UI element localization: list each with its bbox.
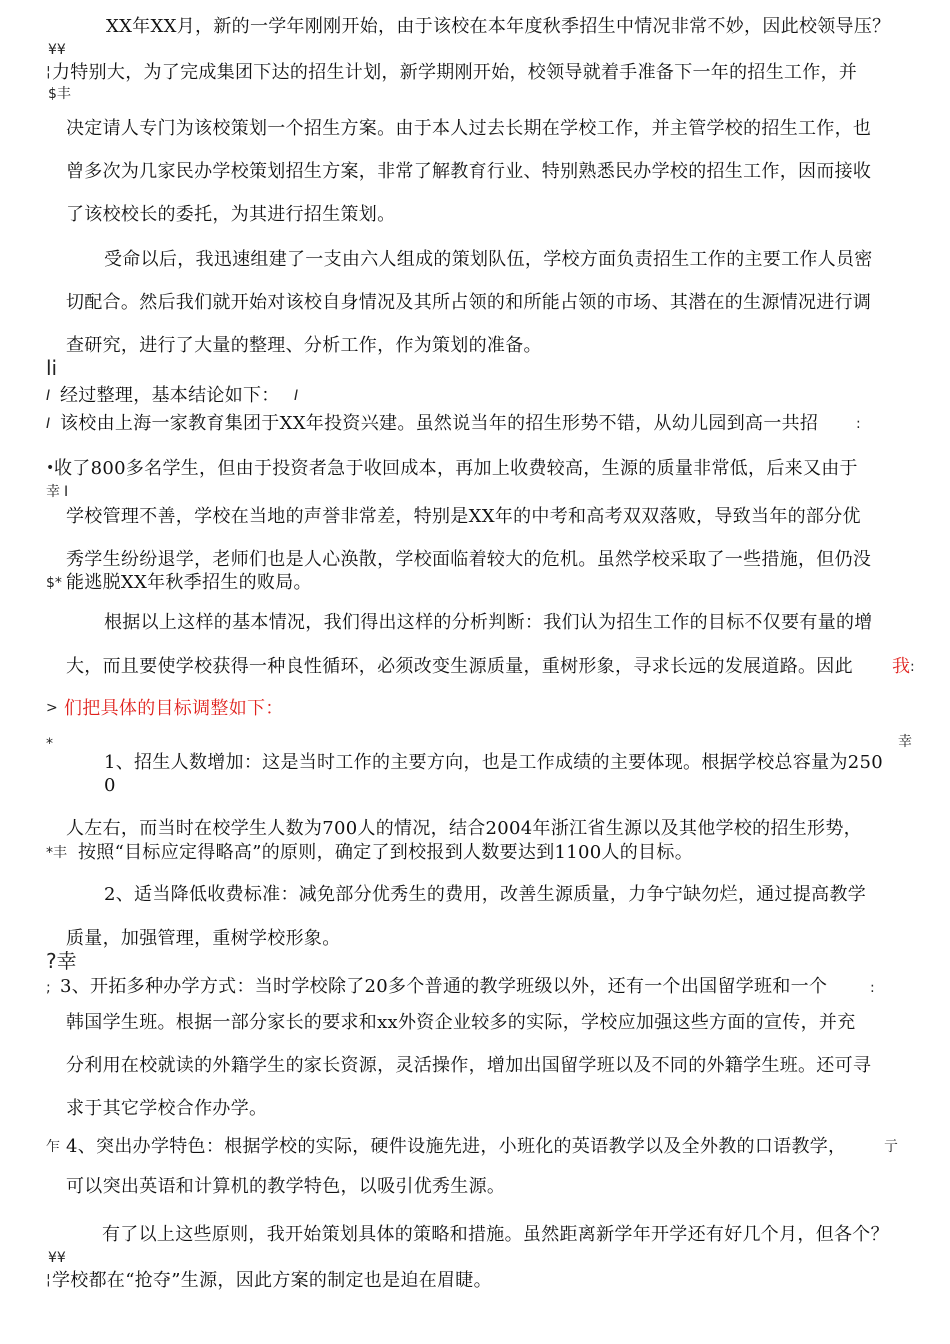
margin-mark: • bbox=[46, 460, 55, 476]
goal4-line1: 4、突出办学特色：根据学校的实际，硬件设施先进，小班化的英语教学以及全外教的口语教学， bbox=[66, 1136, 847, 1157]
goal2-line2: 质量，加强管理，重树学校形象。 bbox=[66, 928, 341, 949]
para4-line3-highlight: 们把具体的目标调整如下： bbox=[64, 698, 284, 719]
para3-line2: 收了800多名学生，但由于投资者急于收回成本，再加上收费较高，生源的质量非常低，后来又由于 bbox=[54, 458, 858, 479]
margin-mark: ?幸 bbox=[46, 949, 77, 973]
goal2-line1: 2、适当降低收费标准：减免部分优秀生的费用，改善生源质量，力争宁缺勿烂，通过提高教学 bbox=[104, 884, 867, 905]
goal3-line1: 3、开拓多种办学方式：当时学校除了20多个普通的教学班级以外，还有一个出国留学班和一个 bbox=[60, 976, 828, 997]
para4-line2: 大，而且要使学校获得一种良性循环，必须改变生源质量，重树形象，寻求长远的发展道路。因此 bbox=[66, 656, 853, 677]
margin-mark: ¥¥ bbox=[48, 42, 66, 58]
red-highlight-char: 我 bbox=[892, 656, 911, 677]
para1-line4: 曾多次为几家民办学校策划招生方案，非常了解教育行业、特别熟悉民办学校的招生工作，因而接收 bbox=[66, 161, 872, 182]
goal1-line1: 1、招生人数增加：这是当时工作的主要方向，也是工作成绩的主要体现。根据学校总容量为250 bbox=[104, 752, 884, 773]
goal1-line4: 按照“目标应定得略高”的原则，确定了到校报到人数要达到1100人的目标。 bbox=[78, 842, 694, 863]
para3-line4: 秀学生纷纷退学，老师们也是人心涣散，学校面临着较大的危机。虽然学校采取了一些措施，但仍没 bbox=[66, 549, 872, 570]
margin-mark: ; bbox=[46, 980, 51, 996]
margin-mark: : bbox=[870, 980, 875, 996]
goal4-line2: 可以突出英语和计算机的教学特色，以吸引优秀生源。 bbox=[66, 1176, 506, 1197]
para2-line1: 受命以后，我迅速组建了一支由六人组成的策划队伍，学校方面负责招生工作的主要工作人员密 bbox=[104, 249, 873, 270]
para4-line1: 根据以上这样的基本情况，我们得出这样的分析判断：我们认为招生工作的目标不仅要有量的增 bbox=[104, 612, 873, 633]
para3-line1: 该校由上海一家教育集团于XX年投资兴建。虽然说当年的招生形势不错，从幼儿园到高一共招 bbox=[60, 413, 819, 434]
goal1-line2: 0 bbox=[104, 775, 116, 796]
para3-line5: 能逃脱XX年秋季招生的败局。 bbox=[66, 572, 312, 593]
para1-line5: 了该校校长的委托，为其进行招生策划。 bbox=[66, 204, 396, 225]
para5-line1: 有了以上这些原则，我开始策划具体的策略和措施。虽然距离新学年开学还有好几个月，但各个？ bbox=[102, 1224, 889, 1245]
margin-mark: ¦ bbox=[46, 64, 51, 80]
margin-mark: 亍 bbox=[884, 1139, 898, 1155]
margin-mark: * bbox=[46, 736, 53, 752]
goal1-line3: 人左右，而当时在校学生人数为700人的情况，结合2004年浙江省生源以及其他学校的招生形势， bbox=[66, 818, 862, 839]
margin-mark: I bbox=[64, 484, 69, 500]
margin-mark: 幸 bbox=[898, 734, 912, 750]
margin-mark: I bbox=[46, 388, 51, 404]
goal3-line3: 分利用在校就读的外籍学生的家长资源，灵活操作，增加出国留学班以及不同的外籍学生班。还可寻 bbox=[66, 1055, 872, 1076]
margin-mark: I bbox=[294, 388, 299, 404]
para1-line1: XX年XX月，新的一学年刚刚开始，由于该校在本年度秋季招生中情况非常不妙，因此校领导压？ bbox=[106, 16, 891, 37]
margin-mark: > bbox=[46, 700, 58, 716]
margin-mark: 幸 bbox=[46, 484, 60, 500]
conclusion-heading: 经过整理，基本结论如下： bbox=[60, 385, 280, 406]
para2-line2: 切配合。然后我们就开始对该校自身情况及其所占领的和所能占领的市场、其潜在的生源情况进行调 bbox=[66, 292, 872, 313]
margin-mark: $* bbox=[46, 575, 62, 591]
margin-mark: I bbox=[46, 416, 51, 432]
para5-line2: 学校都在“抢夺”生源，因此方案的制定也是迫在眉睫。 bbox=[52, 1270, 492, 1291]
margin-mark: *丰 bbox=[46, 845, 67, 861]
margin-mark: $丰 bbox=[48, 86, 71, 102]
goal3-line2: 韩国学生班。根据一部分家长的要求和xx外资企业较多的实际，学校应加强这些方面的宣传，并充 bbox=[66, 1012, 856, 1033]
goal3-line4: 求于其它学校合作办学。 bbox=[66, 1098, 268, 1119]
margin-mark: li bbox=[46, 356, 58, 380]
para1-line3: 决定请人专门为该校策划一个招生方案。由于本人过去长期在学校工作，并主管学校的招生工作，也 bbox=[66, 118, 872, 139]
margin-mark: ¥¥ bbox=[48, 1250, 66, 1266]
margin-mark: 乍 bbox=[46, 1139, 60, 1155]
margin-mark: : bbox=[910, 659, 915, 675]
margin-mark: : bbox=[856, 416, 861, 432]
para3-line3: 学校管理不善，学校在当地的声誉非常差，特别是XX年的中考和高考双双落败，导致当年的部分优 bbox=[66, 506, 861, 527]
para2-line3: 查研究，进行了大量的整理、分析工作，作为策划的准备。 bbox=[66, 335, 542, 356]
para1-line2: 力特别大，为了完成集团下达的招生计划，新学期刚开始，校领导就着手准备下一年的招生工作，并 bbox=[52, 62, 858, 83]
margin-mark: ¦ bbox=[46, 1272, 51, 1288]
